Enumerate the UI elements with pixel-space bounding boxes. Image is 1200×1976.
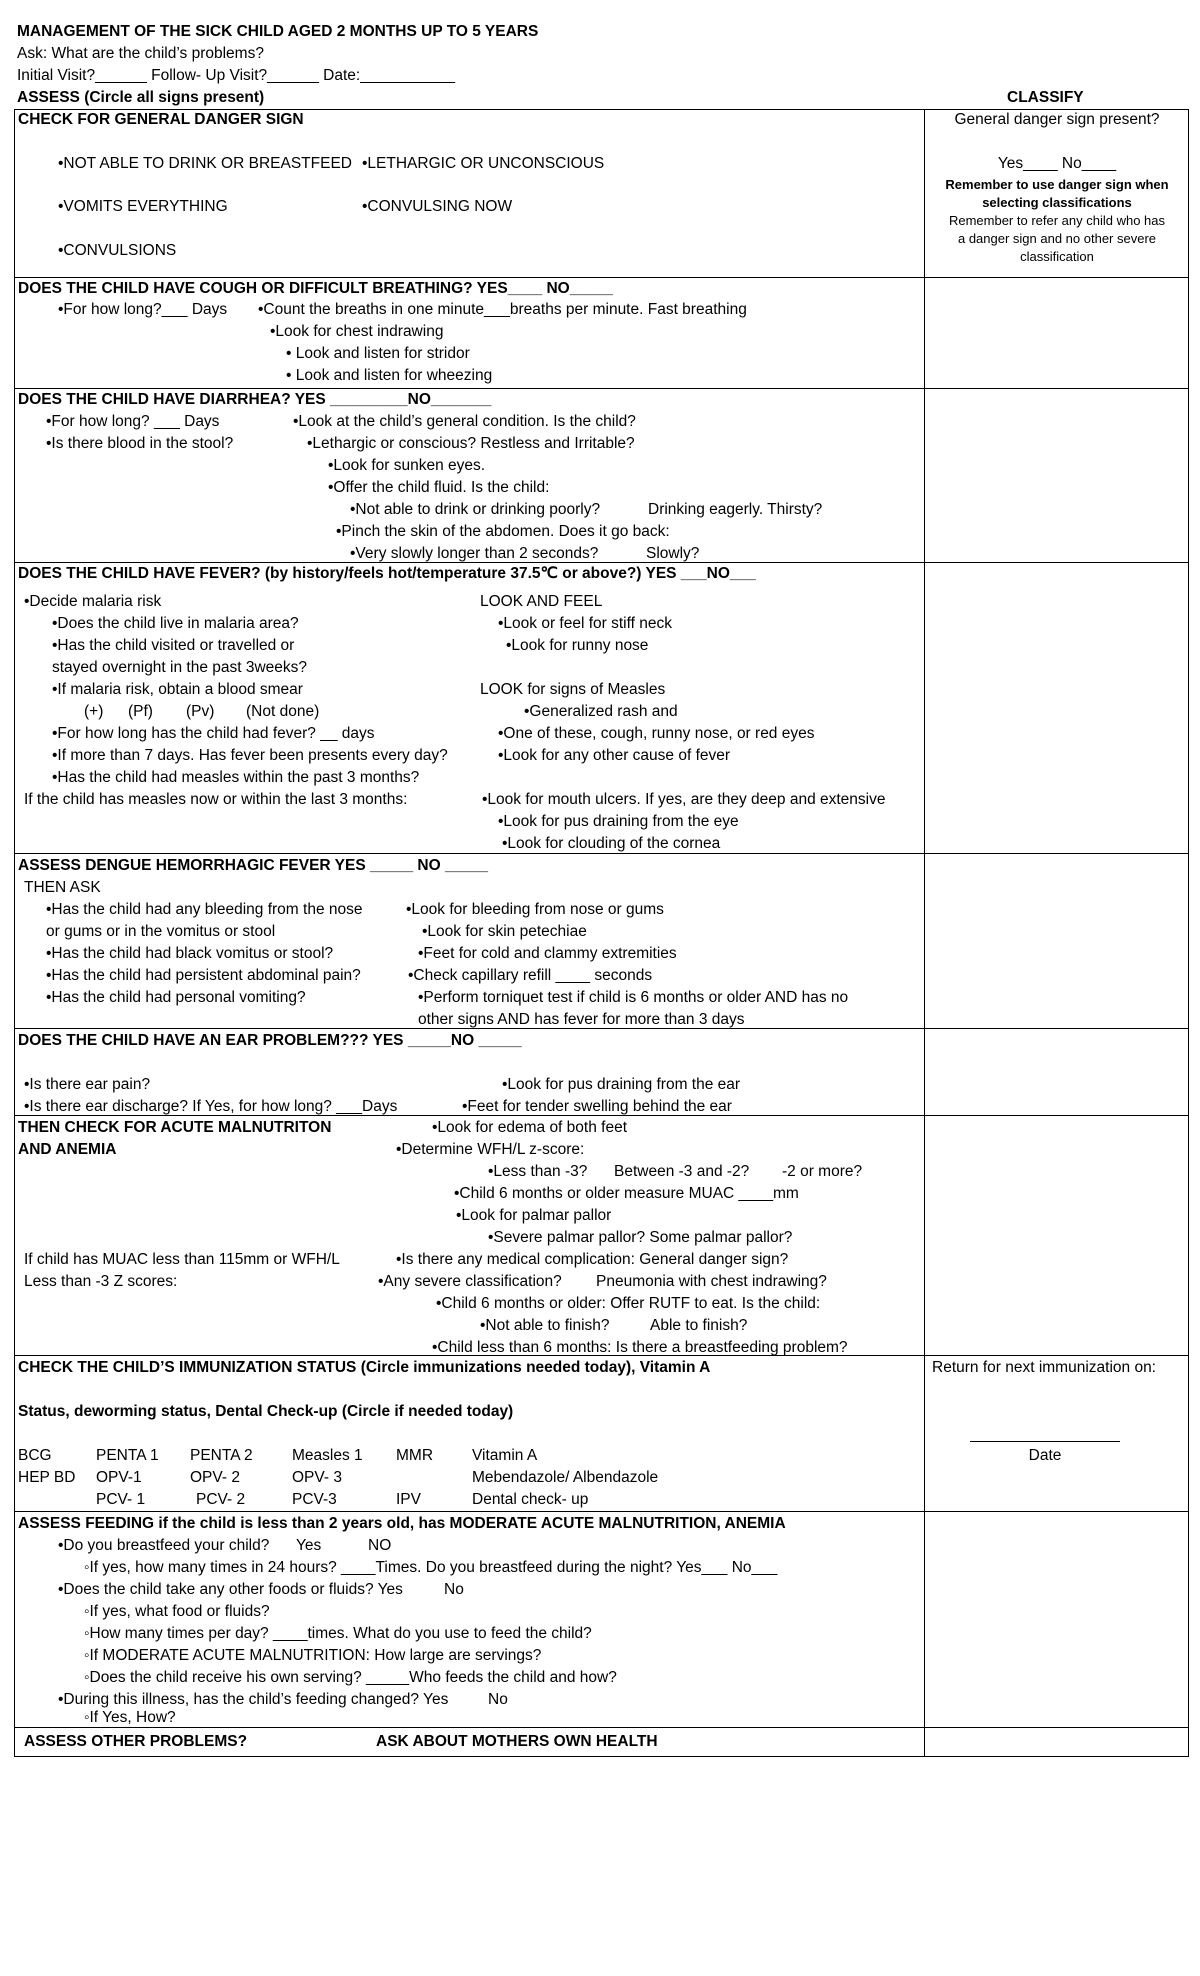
mother-health: ASK ABOUT MOTHERS OWN HEALTH <box>376 1733 658 1750</box>
cough-line: • Look and listen for wheezing <box>286 367 493 384</box>
fever-left-line: •For how long has the child had fever? __ days <box>52 725 375 742</box>
immunization-opv-1[interactable]: OPV-1 <box>96 1469 142 1486</box>
diarrhea-heading: DOES THE CHILD HAVE DIARRHEA? YES _________NO_______ <box>18 391 492 408</box>
fever-right-line: •Look for any other cause of fever <box>498 747 731 764</box>
fever-left-line: •If more than 7 days. Has fever been presents every day? <box>52 747 448 764</box>
dengue-right-line: •Look for skin petechiae <box>422 923 587 940</box>
fever-heading: DOES THE CHILD HAVE FEVER? (by history/feels hot/temperature 37.5℃ or above?) YES ___NO___ <box>18 565 756 582</box>
danger-remember-1: Remember to use danger sign when <box>945 177 1169 192</box>
immunization-opv-3[interactable]: OPV- 3 <box>292 1469 342 1486</box>
fever-left-line: If the child has measles now or within the last 3 months: <box>24 791 408 808</box>
ear-heading: DOES THE CHILD HAVE AN EAR PROBLEM??? YES _____NO _____ <box>18 1032 522 1049</box>
visit-line: Initial Visit?______ Follow- Up Visit?______ Date:___________ <box>17 67 456 84</box>
row-divider <box>14 1727 1189 1728</box>
malnutrition-line: •Any severe classification? <box>378 1273 562 1290</box>
row-divider <box>14 1511 1189 1512</box>
danger-heading: CHECK FOR GENERAL DANGER SIGN <box>18 111 304 128</box>
immunization-vitamin-a[interactable]: Vitamin A <box>472 1447 538 1464</box>
rutf-option[interactable]: Able to finish? <box>650 1317 748 1334</box>
assess-header: ASSESS (Circle all signs present) <box>17 89 265 106</box>
immunization-measles-1[interactable]: Measles 1 <box>292 1447 363 1464</box>
feeding-no[interactable]: No <box>488 1691 508 1708</box>
malnutrition-heading: AND ANEMIA <box>18 1141 117 1158</box>
danger-refer-2: a danger sign and no other severe <box>957 231 1157 246</box>
classify-header: CLASSIFY <box>1007 89 1084 106</box>
dengue-right-line: other signs AND has fever for more than 3 days <box>418 1011 745 1028</box>
danger-item[interactable]: •NOT ABLE TO DRINK OR BREASTFEED <box>58 155 352 172</box>
malnutrition-line: If child has MUAC less than 115mm or WFH/L <box>24 1251 340 1268</box>
fever-right-line: •Generalized rash and <box>524 703 678 720</box>
zscore-option[interactable]: Between -3 and -2? <box>614 1163 750 1180</box>
fever-right-line: LOOK AND FEEL <box>480 593 603 610</box>
fever-left-line: •Has the child had measles within the past 3 months? <box>52 769 420 786</box>
diarrhea-line: •For how long? ___ Days <box>46 413 220 430</box>
ear-line: •Is there ear discharge? If Yes, for how long? ___Days <box>24 1098 398 1115</box>
immunization-pcv-3[interactable]: PCV-3 <box>292 1491 337 1508</box>
cough-line: •For how long?___ Days <box>58 301 228 318</box>
feeding-no[interactable]: NO <box>368 1537 392 1554</box>
immunization-hep-bd[interactable]: HEP BD <box>18 1469 76 1486</box>
dengue-right-line: •Perform torniquet test if child is 6 months or older AND has no <box>418 989 849 1006</box>
danger-yes-no[interactable]: Yes____ No____ <box>997 155 1117 172</box>
fever-left-line: stayed overnight in the past 3weeks? <box>52 659 308 676</box>
feeding-line: •Do you breastfeed your child? <box>58 1537 270 1554</box>
diarrhea-line: •Very slowly longer than 2 seconds? <box>350 545 599 562</box>
smear-option[interactable]: (+) <box>84 703 104 720</box>
malnutrition-line: •Determine WFH/L z-score: <box>396 1141 585 1158</box>
immunization-pcv-1[interactable]: PCV- 1 <box>96 1491 146 1508</box>
diarrhea-line: •Offer the child fluid. Is the child: <box>328 479 550 496</box>
column-divider <box>924 109 925 1757</box>
fever-left-line: •Has the child visited or travelled or <box>52 637 295 654</box>
smear-option[interactable]: (Not done) <box>246 703 320 720</box>
rutf-option[interactable]: •Not able to finish? <box>480 1317 610 1334</box>
immunization-heading: Status, deworming status, Dental Check-up (Circle if needed today) <box>18 1403 514 1420</box>
feeding-yes[interactable]: Yes <box>296 1537 322 1554</box>
diarrhea-line: •Look for sunken eyes. <box>328 457 486 474</box>
danger-item[interactable]: •CONVULSIONS <box>58 242 177 259</box>
danger-item[interactable]: •LETHARGIC OR UNCONSCIOUS <box>362 155 605 172</box>
other-problems: ASSESS OTHER PROBLEMS? <box>24 1733 248 1750</box>
feeding-line: •Does the child take any other foods or fluids? Yes <box>58 1581 403 1598</box>
immunization-pcv-2[interactable]: PCV- 2 <box>196 1491 246 1508</box>
fever-right-line: •Look for mouth ulcers. If yes, are they deep and extensive <box>482 791 886 808</box>
feeding-line: ◦If MODERATE ACUTE MALNUTRITION: How large are servings? <box>84 1647 542 1664</box>
malnutrition-line: •Child 6 months or older: Offer RUTF to eat. Is the child: <box>436 1295 821 1312</box>
danger-refer-1: Remember to refer any child who has <box>948 213 1166 228</box>
diarrhea-line: Drinking eagerly. Thirsty? <box>648 501 823 518</box>
immunization-mmr[interactable]: MMR <box>396 1447 434 1464</box>
fever-left-line: •Decide malaria risk <box>24 593 162 610</box>
danger-item[interactable]: •CONVULSING NOW <box>362 198 513 215</box>
malnutrition-heading: THEN CHECK FOR ACUTE MALNUTRITON <box>18 1119 332 1136</box>
diarrhea-line: •Lethargic or conscious? Restless and Irritable? <box>307 435 635 452</box>
malnutrition-line: •Child less than 6 months: Is there a breastfeeding problem? <box>432 1339 848 1356</box>
feeding-no[interactable]: No <box>444 1581 464 1598</box>
dengue-right-line: •Feet for cold and clammy extremities <box>418 945 677 962</box>
dengue-left-line: •Has the child had any bleeding from the nose <box>46 901 363 918</box>
diarrhea-line: •Pinch the skin of the abdomen. Does it go back: <box>336 523 670 540</box>
zscore-option[interactable]: •Less than -3? <box>488 1163 588 1180</box>
malnutrition-line: Pneumonia with chest indrawing? <box>596 1273 827 1290</box>
ear-line: •Feet for tender swelling behind the ear <box>462 1098 732 1115</box>
fever-right-line: •Look for pus draining from the eye <box>498 813 739 830</box>
row-divider <box>14 562 1189 563</box>
danger-item[interactable]: •VOMITS EVERYTHING <box>58 198 228 215</box>
return-immunization-label: Return for next immunization on: <box>932 1359 1156 1376</box>
ear-line: •Look for pus draining from the ear <box>502 1076 741 1093</box>
cough-line: •Look for chest indrawing <box>270 323 444 340</box>
fever-right-line: •One of these, cough, runny nose, or red eyes <box>498 725 815 742</box>
malnutrition-line: •Look for palmar pallor <box>456 1207 612 1224</box>
malnutrition-line: •Is there any medical complication: General danger sign? <box>396 1251 789 1268</box>
immunization-heading: CHECK THE CHILD’S IMMUNIZATION STATUS (Circle immunizations needed today), Vitamin A <box>18 1359 711 1376</box>
row-divider <box>14 277 1189 278</box>
form-title: MANAGEMENT OF THE SICK CHILD AGED 2 MONTHS UP TO 5 YEARS <box>17 23 539 40</box>
feeding-line: ◦If yes, what food or fluids? <box>84 1603 270 1620</box>
immunization-dental[interactable]: Dental check- up <box>472 1491 589 1508</box>
smear-option[interactable]: (Pv) <box>186 703 215 720</box>
immunization-bcg[interactable]: BCG <box>18 1447 52 1464</box>
ask-problems: Ask: What are the child’s problems? <box>17 45 264 62</box>
diarrhea-line: Slowly? <box>646 545 700 562</box>
fever-right-line: LOOK for signs of Measles <box>480 681 666 698</box>
immunization-opv-2[interactable]: OPV- 2 <box>190 1469 240 1486</box>
feeding-line: ◦If yes, how many times in 24 hours? ____Times. Do you breastfeed during the night? Yes___ No___ <box>84 1559 778 1576</box>
zscore-option[interactable]: -2 or more? <box>782 1163 863 1180</box>
immunization-penta-2[interactable]: PENTA 2 <box>190 1447 253 1464</box>
dengue-left-line: or gums or in the vomitus or stool <box>46 923 276 940</box>
malnutrition-line: Less than -3 Z scores: <box>24 1273 178 1290</box>
danger-remember-2: selecting classifications <box>982 195 1132 210</box>
return-date-label: Date <box>1028 1447 1062 1464</box>
diarrhea-line: •Look at the child’s general condition. Is the child? <box>293 413 636 430</box>
row-divider <box>14 388 1189 389</box>
feeding-line: •During this illness, has the child’s feeding changed? Yes <box>58 1691 449 1708</box>
malnutrition-line: •Severe palmar pallor? Some palmar pallor? <box>488 1229 793 1246</box>
malnutrition-line: •Look for edema of both feet <box>432 1119 627 1136</box>
fever-right-line: •Look for runny nose <box>506 637 649 654</box>
diarrhea-line: •Is there blood in the stool? <box>46 435 234 452</box>
immunization-penta-1[interactable]: PENTA 1 <box>96 1447 159 1464</box>
feeding-line: ◦How many times per day? ____times. What do you use to feed the child? <box>84 1625 592 1642</box>
danger-refer-3: classification <box>1020 249 1094 264</box>
smear-option[interactable]: (Pf) <box>128 703 153 720</box>
danger-classify-question: General danger sign present? <box>954 111 1160 128</box>
dengue-right-line: •Check capillary refill ____ seconds <box>408 967 653 984</box>
immunization-ipv[interactable]: IPV <box>396 1491 421 1508</box>
dengue-left-line: •Has the child had personal vomiting? <box>46 989 306 1006</box>
feeding-heading: ASSESS FEEDING if the child is less than 2 years old, has MODERATE ACUTE MALNUTRITION, ANEMIA <box>18 1515 786 1532</box>
feeding-line: ◦Does the child receive his own serving? _____Who feeds the child and how? <box>84 1669 617 1686</box>
dengue-left-line: •Has the child had persistent abdominal pain? <box>46 967 361 984</box>
dengue-heading: ASSESS DENGUE HEMORRHAGIC FEVER YES _____ NO _____ <box>18 857 489 874</box>
immunization-mebendazole[interactable]: Mebendazole/ Albendazole <box>472 1469 659 1486</box>
ear-line: •Is there ear pain? <box>24 1076 151 1093</box>
cough-line: •Count the breaths in one minute___breaths per minute. Fast breathing <box>258 301 747 318</box>
cough-heading: DOES THE CHILD HAVE COUGH OR DIFFICULT BREATHING? YES____ NO_____ <box>18 280 613 297</box>
dengue-left-line: •Has the child had black vomitus or stool? <box>46 945 334 962</box>
diarrhea-line: •Not able to drink or drinking poorly? <box>350 501 601 518</box>
malnutrition-line: •Child 6 months or older measure MUAC ____mm <box>454 1185 799 1202</box>
dengue-then-ask: THEN ASK <box>24 879 101 896</box>
fever-left-line: •If malaria risk, obtain a blood smear <box>52 681 303 698</box>
dengue-right-line: •Look for bleeding from nose or gums <box>406 901 664 918</box>
feeding-line: ◦If Yes, How? <box>84 1709 176 1726</box>
return-date-line[interactable] <box>970 1441 1120 1442</box>
fever-left-line: •Does the child live in malaria area? <box>52 615 299 632</box>
fever-right-line: •Look for clouding of the cornea <box>502 835 721 852</box>
cough-line: • Look and listen for stridor <box>286 345 470 362</box>
fever-right-line: •Look or feel for stiff neck <box>498 615 673 632</box>
